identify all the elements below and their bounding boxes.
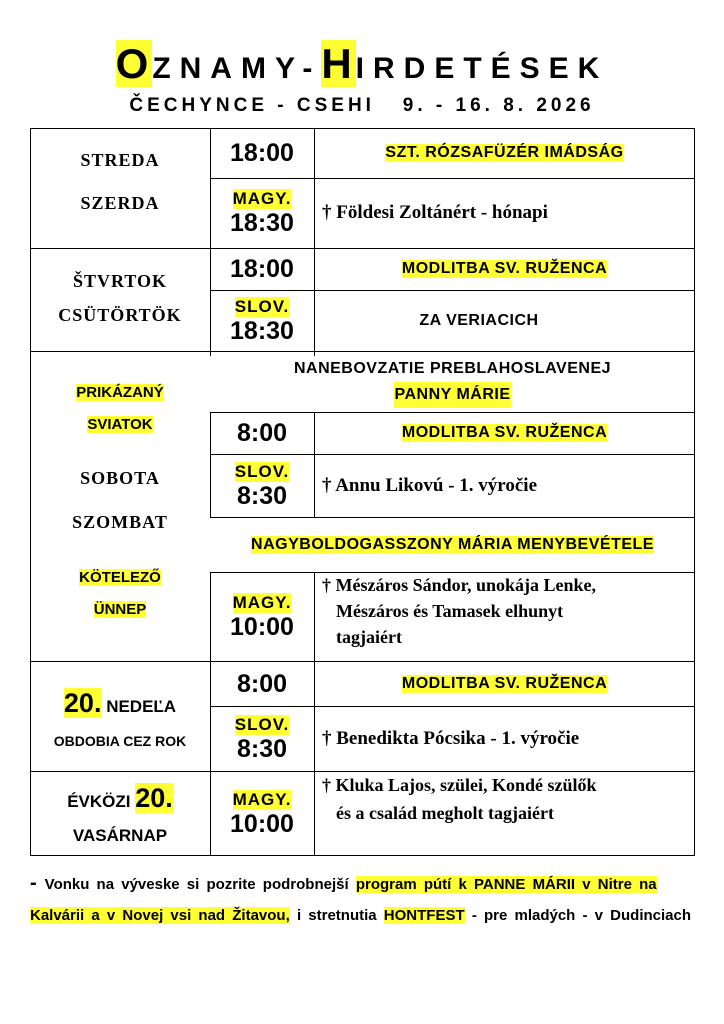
- language-label: MAGY.: [232, 189, 292, 208]
- program-cell: [314, 290, 644, 351]
- day-label: SZOMBAT: [72, 511, 168, 532]
- intention-text: † Mészáros Sándor, unokája Lenke,: [322, 575, 597, 595]
- footer-highlight: program pútí k PANNE MÁRII v Nitre na Kalvárii a v Novej vsi nad Žitavou,: [30, 876, 657, 924]
- time-cell: [210, 178, 314, 248]
- intention-cell: [314, 454, 695, 517]
- intention-cell: [314, 706, 695, 771]
- sunday-number: 20.: [63, 688, 102, 718]
- feast-line: PANNY MÁRIE: [394, 382, 510, 408]
- day-label: SOBOTA: [80, 467, 160, 488]
- holiday-label: [30, 601, 210, 618]
- program-cell: [314, 128, 695, 178]
- sunday-title-sk: [30, 688, 210, 719]
- footer-text: Vonku na výveske si pozrite podrobnejší: [44, 876, 349, 893]
- intention-cell: [314, 178, 695, 248]
- time-cell: [210, 572, 314, 661]
- holiday-label: [30, 569, 210, 586]
- holiday-label: [30, 384, 210, 401]
- day-wednesday-hu: [30, 188, 210, 218]
- time-cell: [210, 128, 314, 178]
- sunday-number: 20.: [135, 783, 173, 813]
- feast-title-hu: [210, 517, 695, 572]
- time-cell: [210, 661, 314, 706]
- intention-text: † Földesi Zoltánért - hónapi: [322, 202, 548, 223]
- page-title: [0, 40, 724, 88]
- time-value: 8:30: [236, 734, 288, 763]
- footer-text: - pre mladých - v Dudinciach: [471, 907, 692, 924]
- program-cell: [314, 661, 695, 706]
- title-part-1: ZNAMY-: [152, 52, 322, 85]
- sunday-title-hu: [30, 783, 210, 814]
- day-saturday-hu: [30, 507, 210, 537]
- sunday-subtitle-hu: [30, 826, 210, 846]
- time-value: 8:30: [236, 481, 288, 510]
- program-text: SZT. RÓZSAFÜZÉR IMÁDSÁG: [385, 144, 624, 161]
- day-label: ŠTVRTOK: [72, 270, 168, 291]
- day-label: SZERDA: [80, 192, 160, 213]
- feast-line: NANEBOVZATIE PREBLAHOSLAVENEJ: [293, 359, 612, 377]
- feast-line: NAGYBOLDOGASSZONY MÁRIA MENYBEVÉTELE: [251, 535, 654, 553]
- time-value: 18:30: [230, 316, 294, 345]
- day-label: VASÁRNAP: [72, 826, 168, 845]
- footer-highlight: HONTFEST: [383, 907, 465, 924]
- intention-cell: [314, 771, 695, 856]
- language-label: SLOV.: [234, 461, 290, 481]
- title-letter-o: O: [115, 40, 153, 87]
- program-text: MODLITBA SV. RUŽENCA: [401, 674, 608, 692]
- language-label: SLOV.: [234, 714, 290, 734]
- label-text: SVIATOK: [87, 416, 153, 433]
- time-cell: [210, 454, 314, 517]
- intention-cell: [314, 572, 695, 661]
- day-label: CSÜTÖRTÖK: [58, 304, 182, 325]
- time-cell: [210, 706, 314, 771]
- intention-text: † Benedikta Pócsika - 1. výročie: [322, 727, 580, 749]
- program-text: MODLITBA SV. RUŽENCA: [401, 260, 608, 277]
- day-thursday-sk: [30, 266, 210, 296]
- title-letter-h: H: [321, 40, 356, 87]
- language-label: MAGY.: [232, 592, 292, 612]
- intention-text: † Kluka Lajos, szülei, Kondé szülők: [322, 775, 597, 795]
- language-label: SLOV.: [234, 296, 290, 316]
- title-part-2: IRDETÉSEK: [355, 52, 609, 85]
- label-text: ÜNNEP: [93, 601, 147, 618]
- footer-text: i stretnutia: [296, 907, 377, 924]
- time-cell: [210, 771, 314, 856]
- day-thursday-hu: [30, 300, 210, 330]
- time-cell: [210, 412, 314, 454]
- program-text: MODLITBA SV. RUŽENCA: [401, 424, 608, 441]
- language-label: MAGY.: [232, 789, 292, 809]
- time-cell: [210, 290, 314, 351]
- intention-text: † Annu Likovú - 1. výročie: [322, 474, 538, 496]
- program-text: ZA VERIACICH: [419, 311, 539, 329]
- time-value: 8:00: [236, 669, 288, 698]
- time-value: 18:00: [230, 255, 294, 283]
- footer-dash: -: [30, 872, 37, 894]
- day-saturday-sk: [30, 463, 210, 493]
- program-cell: [314, 412, 695, 454]
- label-text: PRIKÁZANÝ: [76, 384, 164, 401]
- holiday-label: [30, 416, 210, 433]
- day-wednesday-sk: [30, 145, 210, 175]
- day-sub-label: OBDOBIA CEZ ROK: [53, 733, 187, 749]
- sunday-subtitle-sk: [30, 733, 210, 749]
- feast-title: [210, 351, 695, 412]
- time-value: 10:00: [230, 612, 294, 641]
- place-name: ČECHYNCE - CSEHI: [129, 95, 375, 116]
- time-cell: [210, 248, 314, 290]
- time-value: 8:00: [236, 419, 288, 447]
- footer-note: [30, 868, 694, 931]
- time-value: 18:00: [230, 139, 294, 167]
- intention-text: és a család megholt tagjaiért: [336, 803, 554, 823]
- intention-text: tagjaiért: [336, 627, 402, 647]
- page-subtitle: [0, 95, 724, 117]
- time-value: 10:00: [230, 809, 294, 838]
- time-value: 18:30: [230, 209, 294, 237]
- day-label: STREDA: [80, 149, 160, 170]
- program-cell: [314, 248, 695, 290]
- date-range: 9. - 16. 8. 2026: [402, 95, 595, 116]
- intention-text: Mészáros és Tamasek elhunyt: [336, 601, 564, 621]
- label-text: KÖTELEZŐ: [79, 569, 161, 586]
- day-label: NEDEĽA: [106, 697, 177, 716]
- day-label: ÉVKÖZI: [67, 792, 131, 811]
